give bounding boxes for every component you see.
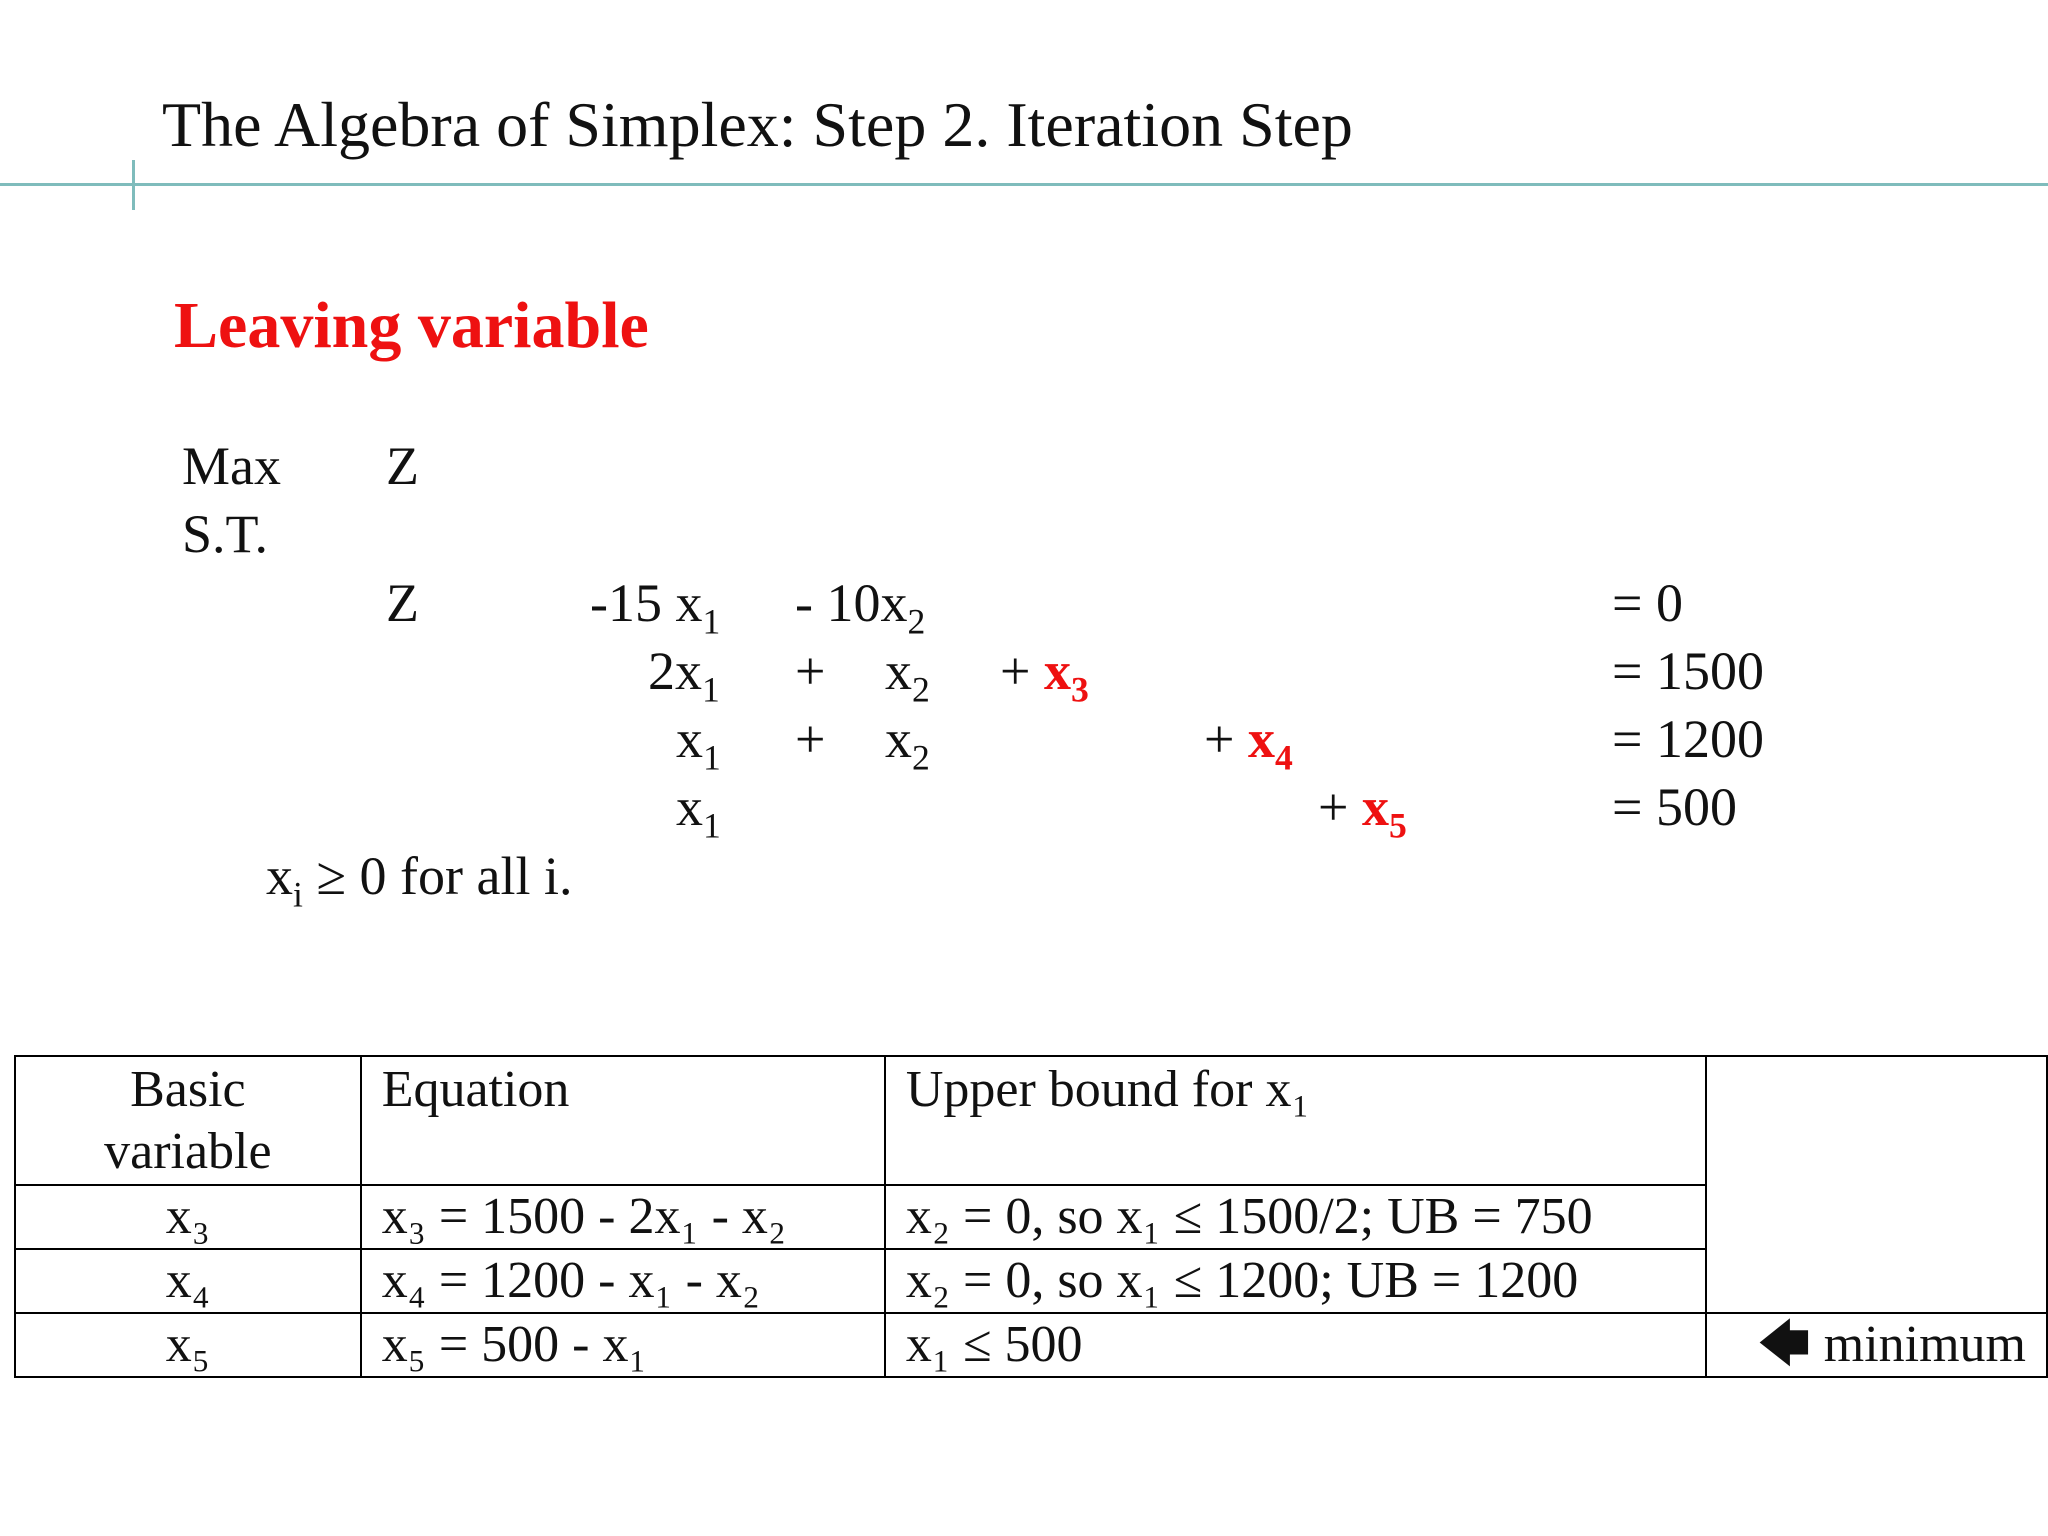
row-basic: x₄ [15, 1249, 361, 1313]
header-note [1706, 1056, 2047, 1313]
obj-row-term1: -15 $x_1$ [590, 573, 721, 642]
row-bound: x₁ ≤ 500 [885, 1313, 1706, 1377]
c2-plus: + [795, 709, 826, 769]
slide-title: The Algebra of Simplex: Step 2. Iteration Step [162, 89, 1353, 160]
obj-row-rhs: = 0 [1612, 573, 1683, 633]
row-equation: x₅ = 500 - x₁ [361, 1313, 885, 1377]
table-header-row [15, 1056, 2047, 1185]
c2-slack: + $x_4$ [1204, 709, 1293, 778]
c1-slack: + $x_3$ [1000, 641, 1089, 710]
row-equation: x₄ = 1200 - x₁ - x₂ [361, 1249, 885, 1313]
nonnegativity: $x_i \ge 0$ for all i. [266, 846, 573, 915]
c2-term1: $x_1$ [676, 709, 721, 778]
title-divider-tick [132, 160, 135, 210]
row-bound: x₂ = 0, so x₁ ≤ 1500/2; UB = 750 [885, 1185, 1706, 1249]
table-row [15, 1313, 2047, 1377]
row-bound: x₂ = 0, so x₁ ≤ 1200; UB = 1200 [885, 1249, 1706, 1313]
obj-row-z: Z [386, 573, 419, 633]
objective-var: Z [386, 436, 419, 496]
minimum-note: 🡄 minimum [1706, 1313, 2047, 1377]
header-basic-variable: Basic variable [15, 1056, 361, 1185]
c1-plus: + [795, 641, 826, 701]
obj-row-term2: - $10x_2$ [795, 573, 926, 642]
title-divider [0, 183, 2048, 186]
row-basic: x₃ [15, 1185, 361, 1249]
c2-term2: $x_2$ [885, 709, 930, 778]
c2-rhs: = 1200 [1612, 709, 1764, 769]
section-heading: Leaving variable [174, 289, 649, 362]
max-label: Max [182, 436, 281, 496]
c3-term1: $x_1$ [676, 777, 721, 846]
c1-term2: $x_2$ [885, 641, 930, 710]
header-upper-bound: Upper bound for x₁ [885, 1056, 1706, 1185]
c3-rhs: = 500 [1612, 777, 1737, 837]
row-basic: x₅ [15, 1313, 361, 1377]
header-equation: Equation [361, 1056, 885, 1185]
ratio-test-table [14, 1055, 2048, 1378]
c1-term1: $2x_1$ [648, 641, 720, 710]
c1-rhs: = 1500 [1612, 641, 1764, 701]
c3-slack: + $x_5$ [1318, 777, 1407, 846]
row-equation: x₃ = 1500 - 2x₁ - x₂ [361, 1185, 885, 1249]
st-label: S.T. [182, 504, 269, 564]
